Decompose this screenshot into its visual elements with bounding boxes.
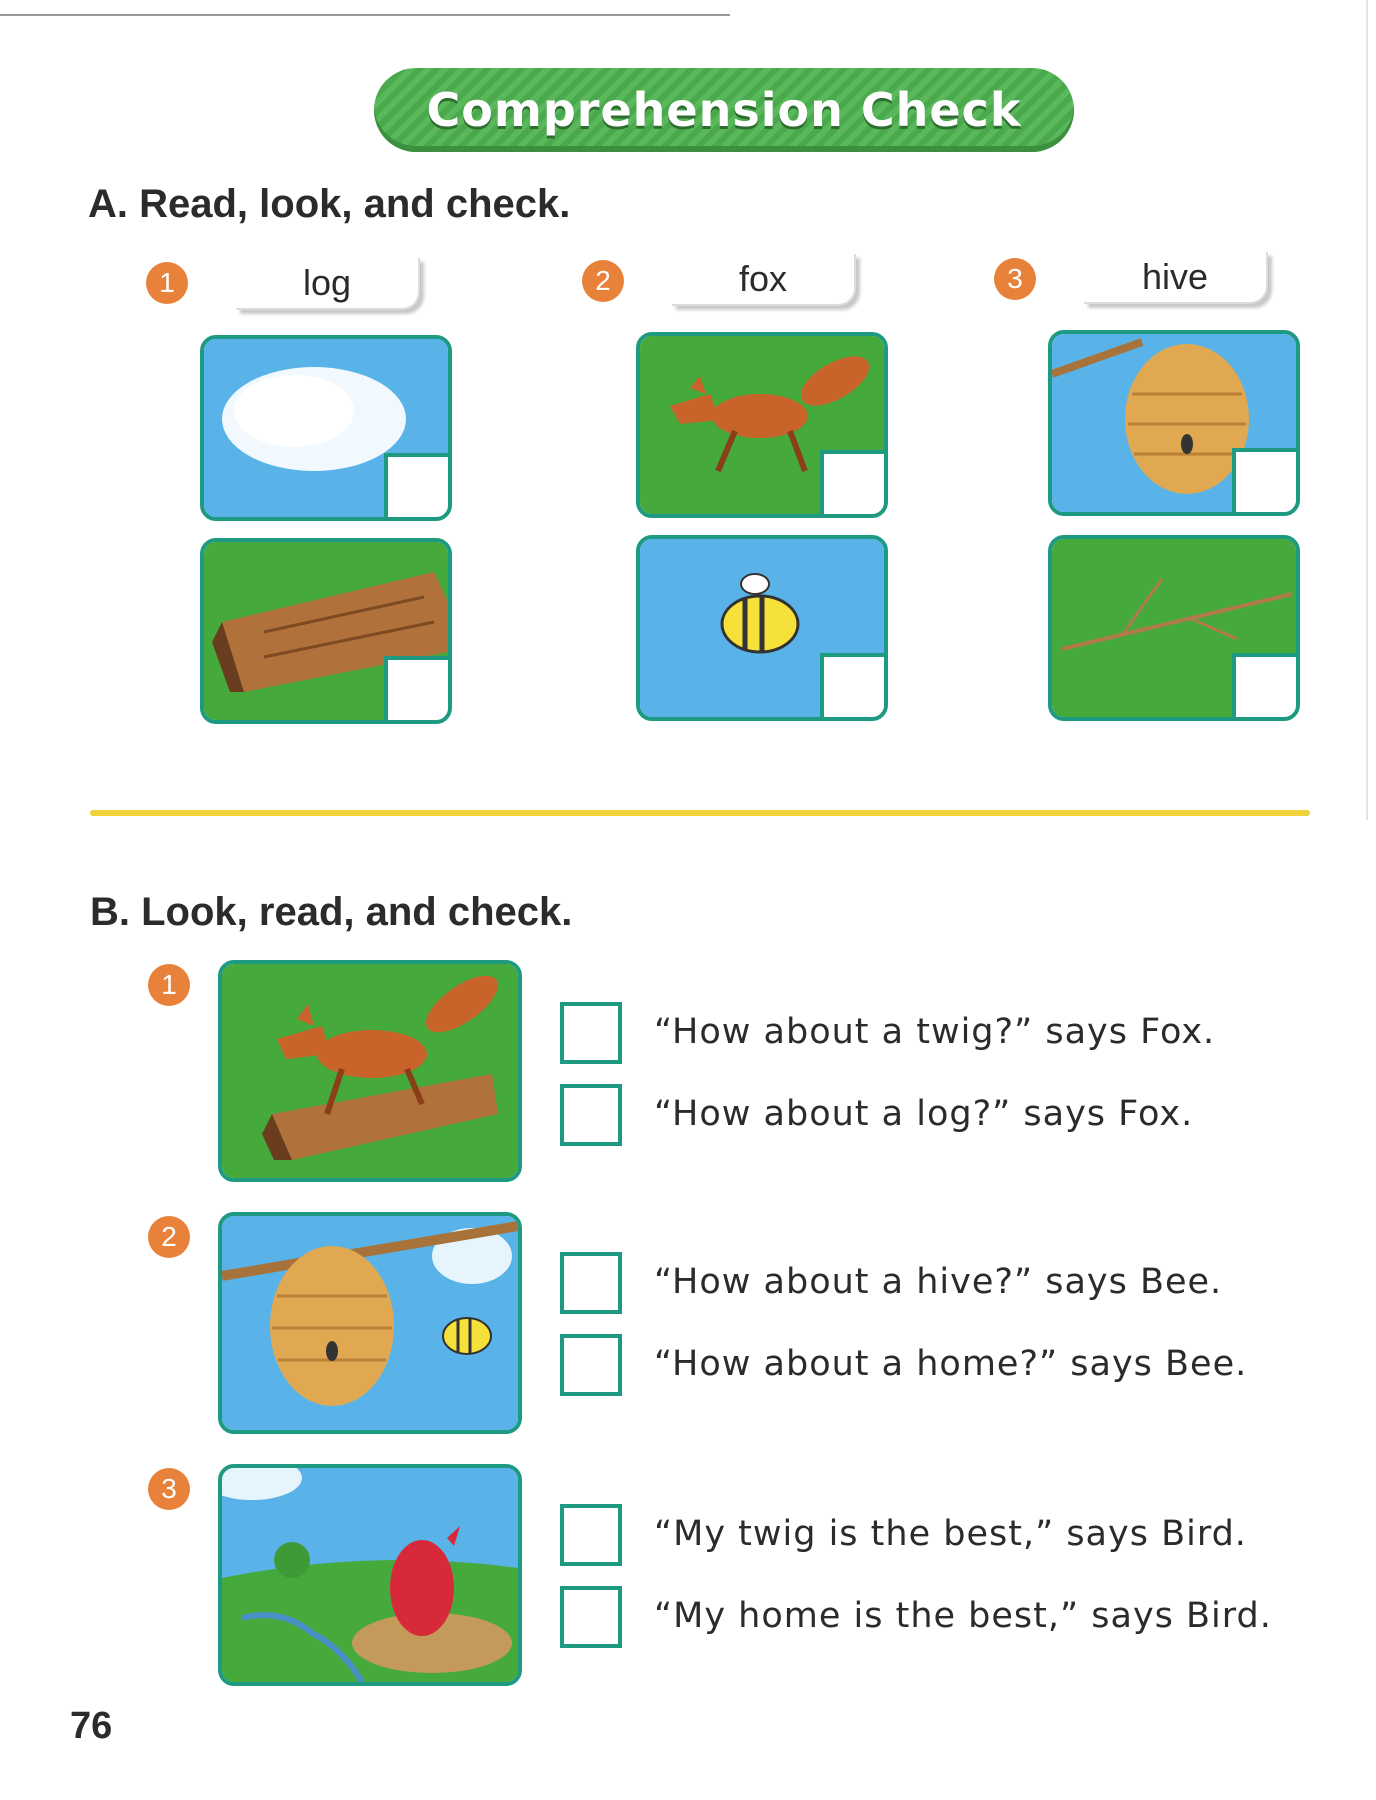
option-sentence: “How about a home?” says Bee. bbox=[654, 1344, 1248, 1384]
picture-bee-at-hive bbox=[218, 1212, 522, 1434]
item-number: 3 bbox=[148, 1468, 190, 1510]
check-box[interactable] bbox=[820, 450, 884, 514]
check-box[interactable] bbox=[384, 656, 448, 720]
picture-bee bbox=[636, 535, 888, 721]
section-b-heading: B. Look, read, and check. bbox=[90, 890, 573, 934]
option-sentence: “How about a log?” says Fox. bbox=[654, 1094, 1194, 1134]
picture-bird-in-nest bbox=[218, 1464, 522, 1686]
option-sentence: “How about a hive?” says Bee. bbox=[654, 1262, 1223, 1302]
word-label: log bbox=[236, 258, 420, 310]
check-box[interactable] bbox=[1232, 653, 1296, 717]
check-box[interactable] bbox=[560, 1586, 622, 1648]
option-sentence: “My home is the best,” says Bird. bbox=[654, 1596, 1272, 1636]
option-sentence: “How about a twig?” says Fox. bbox=[654, 1012, 1216, 1052]
top-rule bbox=[0, 14, 730, 16]
bird-in-nest-illustration bbox=[222, 1468, 518, 1682]
check-box[interactable] bbox=[560, 1002, 622, 1064]
page-number: 76 bbox=[70, 1705, 113, 1747]
check-box[interactable] bbox=[560, 1504, 622, 1566]
check-box[interactable] bbox=[1232, 448, 1296, 512]
title-banner bbox=[374, 68, 1074, 152]
item-number: 1 bbox=[146, 262, 188, 304]
check-box[interactable] bbox=[384, 453, 448, 517]
picture-hive bbox=[1048, 330, 1300, 516]
bee-at-hive-illustration bbox=[222, 1216, 518, 1430]
item-number: 2 bbox=[582, 260, 624, 302]
word-label: fox bbox=[672, 254, 856, 306]
banner-title: Comprehension Check bbox=[426, 83, 1022, 137]
item-number: 2 bbox=[148, 1216, 190, 1258]
item-number: 1 bbox=[148, 964, 190, 1006]
picture-fox bbox=[636, 332, 888, 518]
option-sentence: “My twig is the best,” says Bird. bbox=[654, 1514, 1247, 1554]
word-label: hive bbox=[1084, 252, 1268, 304]
item-number: 3 bbox=[994, 258, 1036, 300]
right-edge-rule bbox=[1366, 0, 1368, 820]
picture-twig bbox=[1048, 535, 1300, 721]
section-divider bbox=[90, 810, 1310, 816]
check-box[interactable] bbox=[820, 653, 884, 717]
picture-cloud bbox=[200, 335, 452, 521]
check-box[interactable] bbox=[560, 1084, 622, 1146]
section-a-heading: A. Read, look, and check. bbox=[88, 182, 571, 226]
picture-log bbox=[200, 538, 452, 724]
check-box[interactable] bbox=[560, 1252, 622, 1314]
picture-fox-on-log bbox=[218, 960, 522, 1182]
fox-on-log-illustration bbox=[222, 964, 518, 1178]
check-box[interactable] bbox=[560, 1334, 622, 1396]
